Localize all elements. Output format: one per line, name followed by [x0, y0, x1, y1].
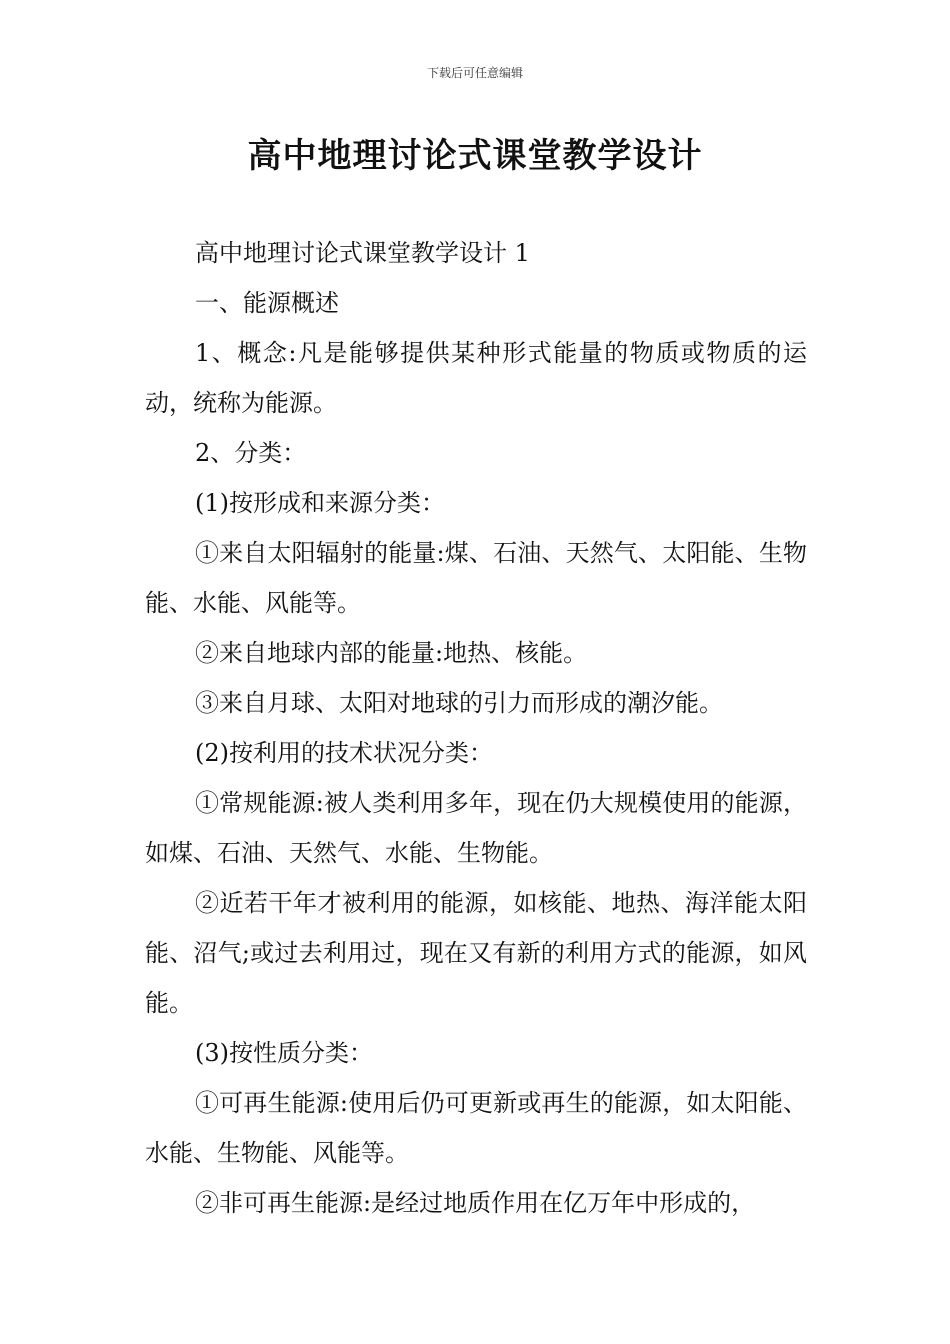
paragraph: ②非可再生能源:是经过地质作用在亿万年中形成的， [195, 1189, 756, 1217]
paragraph: (1)按形成和来源分类： [195, 489, 445, 517]
paragraph: 一、能源概述 [195, 289, 339, 317]
header-note: 下载后可任意编辑 [426, 66, 523, 80]
paragraph: 2、分类： [195, 439, 307, 467]
paragraph: ①常规能源:被人类利用多年，现在仍大规模使用的能源，如煤、石油、天然气、水能、生物能。 [145, 789, 807, 867]
paragraph: ③来自月球、太阳对地球的引力而形成的潮汐能。 [195, 689, 723, 717]
paragraph: ②来自地球内部的能量:地热、核能。 [195, 639, 588, 667]
paragraph: ①可再生能源:使用后仍可更新或再生的能源，如太阳能、水能、生物能、风能等。 [145, 1089, 807, 1167]
paragraph: 高中地理讨论式课堂教学设计 1 [195, 239, 530, 267]
paragraph: (3)按性质分类： [195, 1039, 373, 1067]
paragraph: ①来自太阳辐射的能量:煤、石油、天然气、太阳能、生物能、水能、风能等。 [145, 539, 807, 617]
paragraph: (2)按利用的技术状况分类： [195, 739, 493, 767]
paragraph: 1、概念:凡是能够提供某种形式能量的物质或物质的运动，统称为能源。 [145, 339, 807, 417]
document-body [145, 228, 807, 1228]
document-title: 高中地理讨论式课堂教学设计 [247, 136, 703, 176]
paragraph: ②近若干年才被利用的能源，如核能、地热、海洋能太阳能、沼气;或过去利用过，现在又有新的利用方式的能源，如风能。 [145, 889, 807, 1017]
